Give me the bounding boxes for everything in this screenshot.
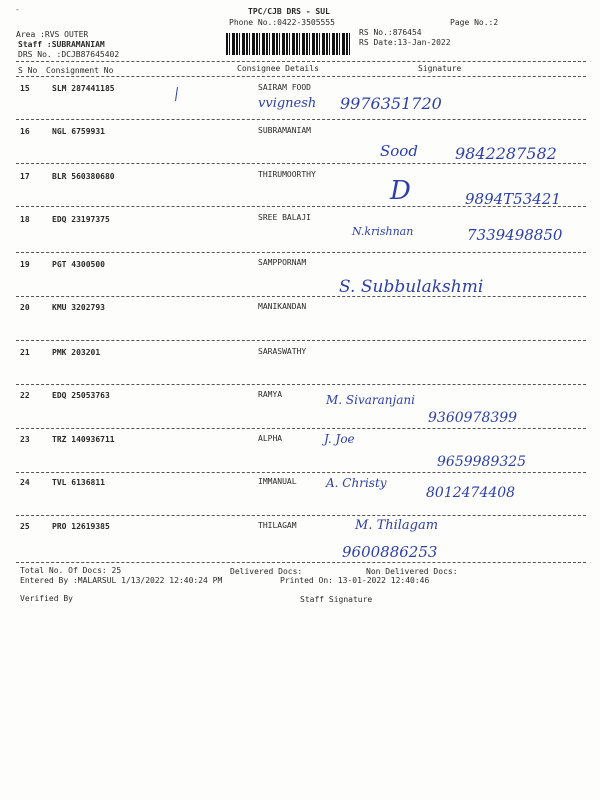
handwritten-signature-mark: D	[390, 176, 411, 206]
row-consignee: ALPHA	[258, 434, 283, 443]
row-consignee: THILAGAM	[258, 521, 297, 530]
row-consignee: SUBRAMANIAM	[258, 126, 311, 135]
row-sno: 24	[20, 478, 30, 487]
col-sno: S No	[18, 66, 38, 75]
row-consignment: TVL 6136811	[52, 478, 105, 487]
divider	[16, 76, 586, 77]
rs-date: RS Date:13-Jan-2022	[359, 38, 451, 47]
row-consignee: SREE BALAJI	[258, 213, 311, 222]
row-consignment: EDQ 25053763	[52, 391, 110, 400]
non-delivered-docs: Non Delivered Docs:	[366, 567, 458, 576]
divider	[16, 562, 586, 563]
total-docs: Total No. Of Docs: 25	[20, 566, 122, 575]
barcode-image	[226, 33, 352, 55]
handwritten-phone: 7339498850	[467, 226, 563, 244]
row-consignment: EDQ 23197375	[52, 215, 110, 224]
row-sno: 23	[20, 435, 30, 444]
staff-signature: Staff Signature	[300, 595, 373, 604]
divider	[16, 252, 586, 253]
handwritten-signature: A. Christy	[326, 476, 387, 490]
divider	[16, 472, 586, 473]
row-sno: 15	[20, 84, 30, 93]
row-consignment: BLR 560380680	[52, 172, 115, 181]
row-consignee: RAMYA	[258, 390, 283, 399]
row-consignee: MANIKANDAN	[258, 302, 307, 311]
phone-number: Phone No.:0422-3505555	[229, 18, 335, 27]
handwritten-phone: 9976351720	[340, 94, 442, 113]
staff-label: Staff :SUBRAMANIAM	[18, 40, 105, 49]
row-sno: 21	[20, 348, 30, 357]
divider	[16, 384, 586, 385]
pen-tick-mark	[175, 87, 178, 101]
row-sno: 25	[20, 522, 30, 531]
handwritten-phone: 9894T53421	[465, 190, 561, 208]
verified-by: Verified By	[20, 594, 73, 603]
row-consignment: PMK 203201	[52, 348, 101, 357]
col-consignee: Consignee Details	[237, 64, 319, 73]
divider	[16, 61, 586, 62]
rs-number: RS No.:876454	[359, 28, 422, 37]
corner-mark: ‑	[15, 5, 20, 14]
entered-by: Entered By :MALARSUL 1/13/2022 12:40:24 PM	[20, 576, 223, 585]
row-sno: 20	[20, 303, 30, 312]
handwritten-signature: S. Subbulakshmi	[339, 277, 484, 297]
page-number: Page No.:2	[450, 18, 499, 27]
col-signature: Signature	[418, 64, 462, 73]
delivered-docs: Delivered Docs:	[230, 567, 303, 576]
row-consignee: SAMPPORNAM	[258, 258, 307, 267]
row-sno: 18	[20, 215, 30, 224]
divider	[16, 296, 586, 297]
row-consignment: KMU 3202793	[52, 303, 105, 312]
handwritten-signature: M. Sivaranjani	[326, 393, 415, 407]
handwritten-signature: J. Joe	[324, 432, 355, 446]
row-consignee: SAIRAM FOOD	[258, 83, 311, 92]
divider	[16, 119, 586, 120]
row-sno: 17	[20, 172, 30, 181]
doc-title: TPC/CJB DRS - SUL	[248, 7, 330, 16]
handwritten-phone: 8012474408	[426, 485, 516, 501]
area-label: Area :RVS OUTER	[16, 30, 89, 39]
handwritten-signature: N.krishnan	[352, 225, 414, 238]
row-consignment: SLM 287441185	[52, 84, 115, 93]
row-consignment: NGL 6759931	[52, 127, 105, 136]
row-sno: 22	[20, 391, 30, 400]
row-consignee: IMMANUAL	[258, 477, 297, 486]
divider	[16, 428, 586, 429]
handwritten-phone: 9842287582	[455, 144, 557, 163]
handwritten-phone: 9659989325	[437, 454, 527, 470]
row-consignee: THIRUMOORTHY	[258, 170, 316, 179]
row-sno: 16	[20, 127, 30, 136]
divider	[16, 163, 586, 164]
handwritten-phone: 9360978399	[428, 410, 518, 426]
row-sno: 19	[20, 260, 30, 269]
divider	[16, 515, 586, 516]
handwritten-signature: Sood	[380, 142, 418, 160]
row-consignment: PRO 12619385	[52, 522, 110, 531]
divider	[16, 340, 586, 341]
printed-on: Printed On: 13-01-2022 12:40:46	[280, 576, 430, 585]
handwritten-signature: vvignesh	[258, 96, 317, 111]
drs-number: DRS No. :DCJB87645402	[18, 50, 120, 59]
row-consignment: TRZ 140936711	[52, 435, 115, 444]
handwritten-phone: 9600886253	[342, 543, 438, 561]
col-consignment: Consignment No	[46, 66, 114, 75]
row-consignment: PGT 4300500	[52, 260, 105, 269]
handwritten-signature: M. Thilagam	[355, 518, 439, 533]
row-consignee: SARASWATHY	[258, 347, 307, 356]
